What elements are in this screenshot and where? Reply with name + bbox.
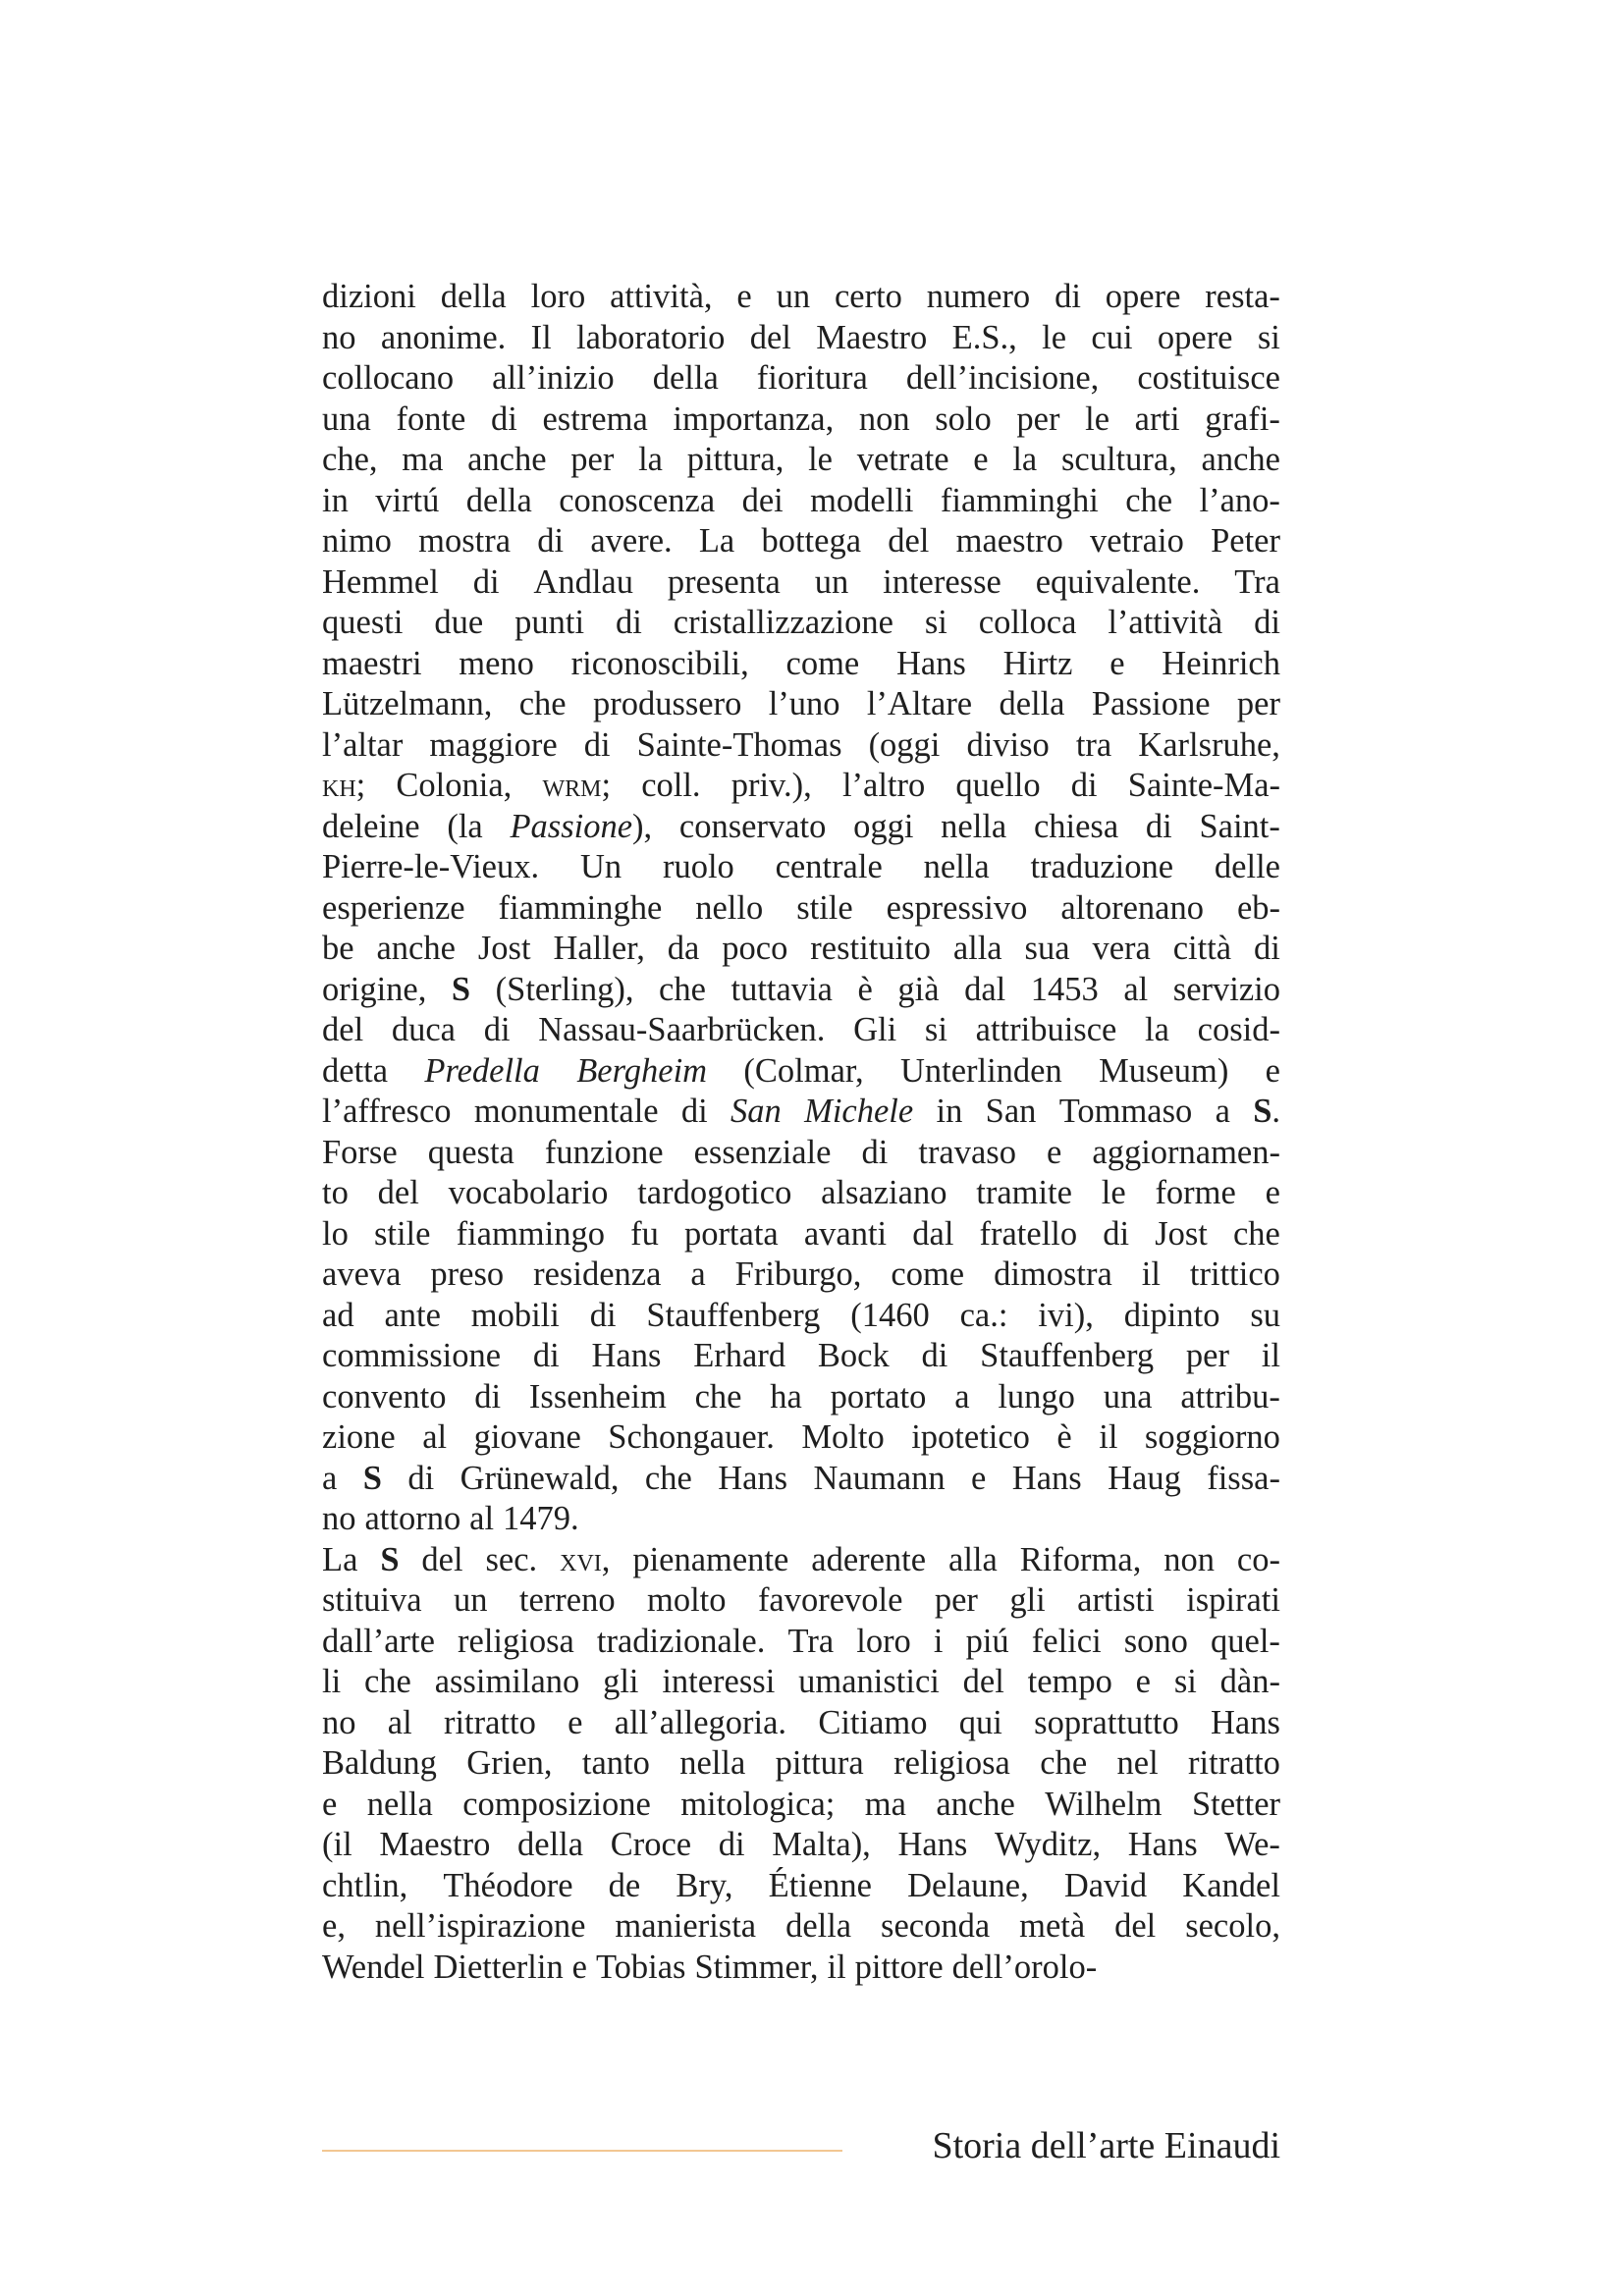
text-line: be anche Jost Haller, da poco restituito alla sua vera città di [322, 930, 1280, 967]
text-line: e nella composizione mitologica; ma anche Wilhelm Stetter [322, 1785, 1280, 1823]
text-line: no anonime. Il laboratorio del Maestro E.S., le cui opere si [322, 318, 1280, 356]
text-line: del duca di Nassau-Saarbrücken. Gli si attribuisce la cosid- [322, 1011, 1280, 1048]
text-line: Baldung Grien, tanto nella pittura religiosa che nel ritratto [322, 1744, 1280, 1782]
text-line: che, ma anche per la pittura, le vetrate e la scultura, anche [322, 441, 1280, 478]
footer-title: Storia dell’arte Einaudi [932, 2125, 1280, 2166]
text-line: questi due punti di cristallizzazione si colloca l’attività di [322, 604, 1280, 641]
text-line: li che assimilano gli interessi umanistici del tempo e si dàn- [322, 1663, 1280, 1700]
text-line: no attorno al 1479. [322, 1500, 579, 1537]
body-text [322, 277, 1280, 1988]
text-line: Wendel Dietterlin e Tobias Stimmer, il pittore dell’orolo- [322, 1948, 1098, 1986]
text-line: Pierre-le-Vieux. Un ruolo centrale nella traduzione delle [322, 848, 1280, 885]
text-line: chtlin, Théodore de Bry, Étienne Delaune, David Kandel [322, 1866, 1280, 1904]
text-line: collocano all’inizio della fioritura dell’incisione, costituisce [322, 359, 1280, 397]
text-line: in virtú della conoscenza dei modelli fiamminghi che l’ano- [322, 481, 1280, 519]
text-line: kh; Colonia, wrm; coll. priv.), l’altro quello di Sainte-Ma- [322, 767, 1280, 804]
footer-rule [322, 2150, 842, 2152]
text-line: esperienze fiamminghe nello stile espressivo altorenano eb- [322, 888, 1280, 927]
text-line: deleine (la Passione), conservato oggi nella chiesa di Saint- [322, 807, 1280, 845]
text-line: convento di Issenheim che ha portato a lungo una attribu- [322, 1377, 1280, 1415]
text-line: dall’arte religiosa tradizionale. Tra loro i piú felici sono quel- [322, 1622, 1280, 1660]
text-line: to del vocabolario tardogotico alsaziano tramite le forme e [322, 1174, 1280, 1211]
text-line: maestri meno riconoscibili, come Hans Hirtz e Heinrich [322, 644, 1280, 682]
text-line: ad ante mobili di Stauffenberg (1460 ca.: ivi), dipinto su [322, 1296, 1280, 1334]
text-line: origine, S (Sterling), che tuttavia è già dal 1453 al servizio [322, 970, 1280, 1008]
text-line: a S di Grünewald, che Hans Naumann e Hans Haug fissa- [322, 1459, 1280, 1497]
text-line: La S del sec. xvi, pienamente aderente alla Riforma, non co- [322, 1540, 1280, 1578]
text-line: l’altar maggiore di Sainte-Thomas (oggi diviso tra Karlsruhe, [322, 725, 1280, 764]
text-line: stituiva un terreno molto favorevole per gli artisti ispirati [322, 1581, 1280, 1619]
text-line: nimo mostra di avere. La bottega del maestro vetraio Peter [322, 522, 1280, 560]
text-line: dizioni della loro attività, e un certo numero di opere resta- [322, 278, 1280, 315]
text-line: zione al giovane Schongauer. Molto ipotetico è il soggiorno [322, 1418, 1280, 1456]
text-line: una fonte di estrema importanza, non solo per le arti grafi- [322, 400, 1280, 438]
text-line: lo stile fiammingo fu portata avanti dal fratello di Jost che [322, 1214, 1280, 1253]
text-line: Hemmel di Andlau presenta un interesse equivalente. Tra [322, 562, 1280, 601]
text-line: Lützelmann, che produssero l’uno l’Altare della Passione per [322, 685, 1280, 722]
text-line: e, nell’ispirazione manierista della seconda metà del secolo, [322, 1907, 1280, 1945]
text-line: aveva preso residenza a Friburgo, come dimostra il trittico [322, 1255, 1280, 1293]
text-line: Forse questa funzione essenziale di travaso e aggiornamen- [322, 1133, 1280, 1171]
text-line: l’affresco monumentale di San Michele in San Tommaso a S. [322, 1093, 1280, 1130]
text-line: detta Predella Bergheim (Colmar, Unterlinden Museum) e [322, 1051, 1280, 1090]
text-line: (il Maestro della Croce di Malta), Hans Wyditz, Hans We- [322, 1826, 1280, 1863]
text-line: commissione di Hans Erhard Bock di Stauffenberg per il [322, 1337, 1280, 1374]
text-line: no al ritratto e all’allegoria. Citiamo qui soprattutto Hans [322, 1703, 1280, 1741]
